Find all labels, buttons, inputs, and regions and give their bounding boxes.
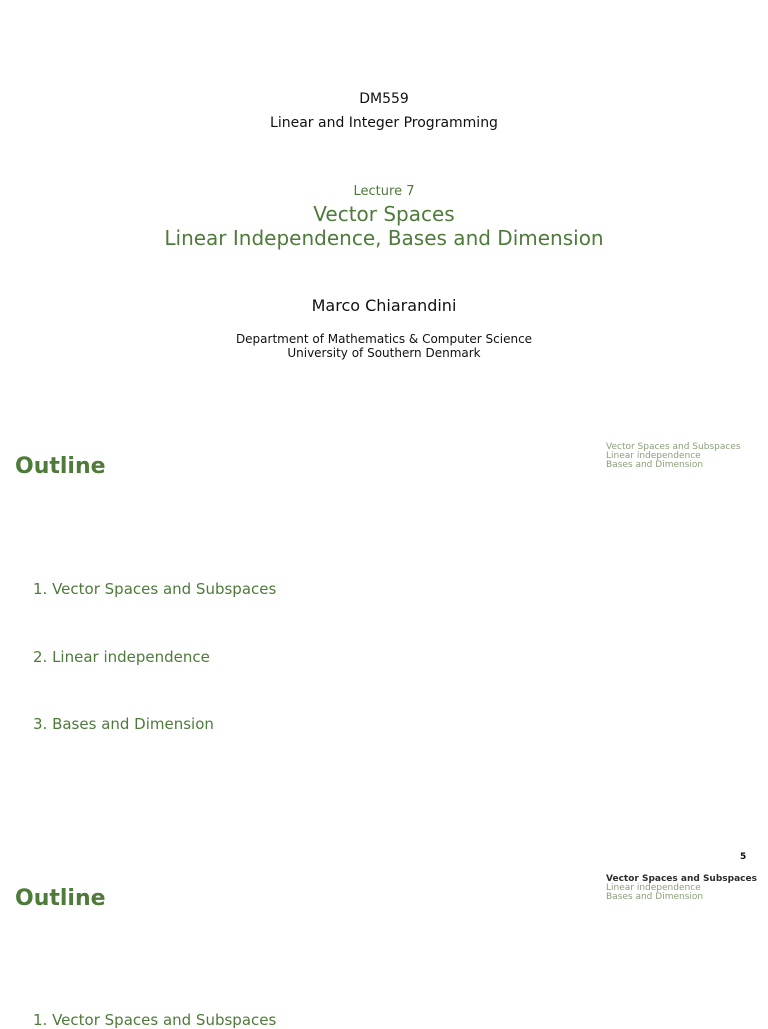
section-nav-2 xyxy=(606,875,757,902)
outline-title-2: Outline xyxy=(15,886,106,911)
toc-item[interactable]: 1. Vector Spaces and Subspaces xyxy=(33,1011,277,1029)
department: Department of Mathematics & Computer Science xyxy=(235,332,533,346)
toc-item[interactable]: 3. Bases and Dimension xyxy=(33,715,214,733)
section-nav-item[interactable]: Vector Spaces and Subspaces xyxy=(606,442,741,452)
lecture-label: Lecture 7 xyxy=(353,184,415,199)
university: University of Southern Denmark xyxy=(287,346,481,360)
section-nav-item[interactable]: Linear independence xyxy=(606,451,701,461)
lecture-title-line-1: Vector Spaces xyxy=(313,202,455,226)
section-nav-item-active[interactable]: Vector Spaces and Subspaces xyxy=(606,874,757,884)
section-nav-1 xyxy=(606,443,741,470)
section-nav-item[interactable]: Bases and Dimension xyxy=(606,460,704,470)
course-name: Linear and Integer Programming xyxy=(270,115,498,131)
section-nav-item[interactable]: Bases and Dimension xyxy=(606,892,704,902)
section-nav-item[interactable]: Linear independence xyxy=(606,883,701,893)
course-code: DM559 xyxy=(359,91,409,107)
toc-item[interactable]: 2. Linear independence xyxy=(33,648,210,666)
page-number: 5 xyxy=(740,852,747,862)
author-name: Marco Chiarandini xyxy=(311,296,457,315)
lecture-title-line-2: Linear Independence, Bases and Dimension xyxy=(164,226,604,250)
toc-item[interactable]: 1. Vector Spaces and Subspaces xyxy=(33,580,277,598)
outline-title-1: Outline xyxy=(15,454,106,479)
